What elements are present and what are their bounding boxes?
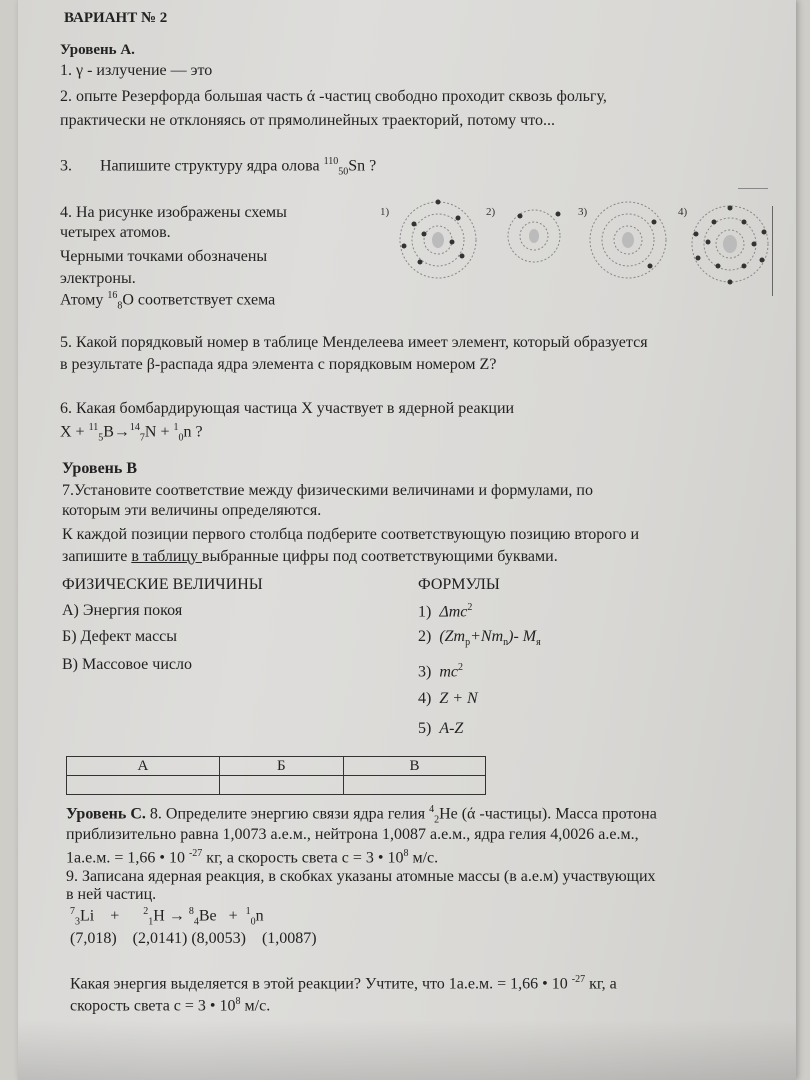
formula-2-mid: +Nm	[470, 628, 504, 645]
variant-header: ВАРИАНТ № 2	[64, 10, 168, 26]
atom-2-electrons	[518, 212, 561, 219]
question-8-line-1	[66, 804, 657, 826]
question-8-line-3-b: кг, а скорость света с = 3 • 10	[202, 849, 404, 867]
formula-3-number: 3)	[418, 663, 432, 681]
question-9-atomic-masses: (7,018) (2,0141) (8,0053) (1,0087)	[70, 930, 317, 947]
question-9-line-3-a: Какая энергия выделяется в этой реакции? Учтите, что 1а.е.м. = 1,66 • 10	[70, 975, 572, 993]
formula-4	[418, 690, 478, 708]
question-5-line-1: 5. Какой порядковый номер в таблице Менделеева имеет элемент, который образуется	[60, 334, 648, 351]
answer-header-a: А	[67, 757, 220, 776]
formula-2-sub-ya: я	[536, 637, 541, 649]
question-9-exponent-1: -27	[571, 974, 586, 985]
boron-charge: 5	[98, 432, 104, 444]
atom-3-label: 3)	[578, 206, 588, 218]
answer-table	[66, 756, 486, 795]
question-5-line-2: в результате β-распада ядра элемента с порядковым номером Z?	[60, 356, 497, 373]
formula-4-main: Z + N	[439, 690, 478, 707]
question-8-line-3-c: м/с.	[408, 849, 439, 867]
question-4-line-4: электроны.	[60, 270, 136, 287]
reaction-arrow: →	[113, 423, 130, 441]
question-9-exponent-2: 8	[235, 996, 241, 1007]
formula-5-number: 5)	[418, 720, 432, 737]
reaction-x: X +	[60, 423, 89, 441]
question-7-line-3: К каждой позиции первого столбца подберите соответствующую позицию второго и	[62, 526, 640, 543]
neutron-charge: 0	[178, 432, 184, 444]
question-2-line-2: практически не отклоняясь от прямолинейных траекторий, потому что...	[60, 112, 555, 129]
atom-diagrams	[378, 196, 778, 292]
question-4-line-5	[60, 290, 275, 312]
answer-header-c: В	[343, 757, 485, 776]
boron-symbol: B	[103, 423, 114, 441]
question-8-exponent-1: -27	[188, 848, 203, 859]
reaction-tail: ?	[191, 423, 203, 441]
question-7-line-2: которым эти величины определяются.	[62, 502, 322, 519]
helium-mass: 4	[429, 804, 435, 815]
neutron-9-mass: 1	[245, 906, 251, 917]
beryllium-mass: 8	[188, 906, 194, 917]
level-b-heading: Уровень В	[62, 460, 138, 477]
nitrogen-mass: 14	[129, 422, 140, 433]
divider-line	[738, 188, 768, 189]
question-3-number: 3.	[60, 157, 72, 175]
question-7-line-4-post: выбранные цифры под соответствующими буквами.	[202, 548, 558, 565]
answer-cell-a[interactable]	[67, 776, 220, 795]
neutron-symbol: n	[183, 423, 192, 441]
question-3-tail: ?	[365, 157, 377, 175]
formula-2-main: (Zm	[439, 628, 466, 645]
atom-3-electrons	[648, 220, 657, 269]
reaction-9-plus-1: +	[94, 907, 144, 925]
page-shadow	[18, 1020, 796, 1080]
deuterium-mass: 2	[143, 906, 149, 917]
question-9-line-4-b: м/с.	[240, 997, 271, 1015]
atom-4-label: 4)	[678, 206, 688, 218]
lithium-symbol: Li	[80, 907, 95, 925]
question-7-line-4-underlined: в таблицу	[131, 548, 203, 565]
formula-2-sub-p: p	[465, 637, 471, 649]
question-6-reaction	[60, 422, 203, 444]
question-4-line-5-pre: Атому	[60, 291, 108, 309]
level-a-heading: Уровень А.	[60, 42, 135, 58]
question-4-line-2: четырех атомов.	[60, 224, 171, 241]
formula-1	[418, 602, 472, 621]
formula-2-end: )- M	[508, 628, 537, 645]
atom-4-nucleus	[723, 235, 737, 253]
question-9-line-3	[70, 974, 617, 993]
formula-2-sub-n: n	[503, 637, 509, 649]
question-8-line-3	[66, 848, 438, 867]
boron-mass: 11	[88, 422, 99, 433]
reaction-9-arrow: →	[164, 907, 189, 925]
nitrogen-charge: 7	[139, 432, 145, 444]
quantity-c: В) Массовое число	[62, 656, 192, 673]
reaction-9-plus-2: +	[216, 907, 246, 925]
question-4-line-1: 4. На рисунке изображены схемы	[60, 204, 287, 221]
formula-5	[418, 720, 463, 738]
question-9-line-2: в ней частиц.	[66, 886, 157, 903]
formula-1-main: Δmc	[439, 603, 468, 621]
quantity-b: Б) Дефект массы	[62, 628, 178, 645]
oxygen-charge-number: 8	[117, 300, 123, 312]
atom-2-label: 2)	[486, 206, 496, 218]
answer-table-answer-row	[67, 776, 486, 795]
reaction-plus: +	[156, 423, 174, 441]
worksheet-page	[18, 0, 796, 1080]
helium-symbol: He	[439, 805, 458, 823]
helium-charge: 2	[434, 814, 440, 826]
deuterium-symbol: H	[153, 907, 165, 925]
answer-cell-c[interactable]	[343, 776, 485, 795]
beryllium-charge: 4	[193, 916, 199, 928]
quantities-column-heading: ФИЗИЧЕСКИЕ ВЕЛИЧИНЫ	[62, 576, 263, 593]
question-2-line-1: 2. опыте Резерфорда большая часть ά -частиц свободно проходит сквозь фольгу,	[60, 88, 607, 105]
question-8-exponent-2: 8	[403, 848, 409, 859]
question-7-line-4-pre: запишите	[62, 548, 132, 565]
question-4-line-3: Черными точками обозначены	[60, 248, 268, 265]
question-4-line-5-post: соответствует схема	[133, 291, 276, 309]
answer-header-b: Б	[219, 757, 343, 776]
tin-symbol: Sn	[348, 157, 366, 175]
question-8-text: 8. Определите энергию связи ядра гелия	[145, 805, 430, 823]
lithium-mass: 7	[70, 906, 75, 917]
neutron-9-symbol: n	[255, 907, 264, 925]
beryllium-symbol: Be	[198, 907, 217, 925]
question-9-line-4-a: скорость света с = 3 • 10	[70, 997, 236, 1015]
question-7-line-1: 7.Установите соответствие между физическими величинами и формулами, по	[62, 482, 593, 499]
deuterium-charge: 1	[148, 916, 154, 928]
atom-1-electrons	[402, 200, 465, 265]
formula-2	[418, 628, 541, 648]
oxygen-symbol: O	[122, 291, 134, 309]
answer-table-header-row	[67, 757, 486, 776]
question-7-line-4	[62, 548, 558, 566]
quantity-a: А) Энергия покоя	[62, 602, 183, 619]
level-c-heading: Уровень С.	[66, 805, 146, 823]
atom-2-nucleus	[529, 229, 539, 243]
formula-4-number: 4)	[418, 690, 432, 707]
formula-3-exponent: 2	[457, 662, 463, 673]
formula-3-main: mc	[439, 663, 458, 681]
formula-1-number: 1)	[418, 603, 432, 621]
atom-diagrams-svg	[378, 196, 778, 292]
question-9-reaction	[70, 906, 264, 928]
nitrogen-symbol: N	[144, 423, 157, 441]
formula-1-exponent: 2	[467, 602, 473, 613]
tin-mass-number: 110	[323, 156, 339, 167]
atom-1-nucleus	[432, 232, 444, 248]
tin-charge-number: 50	[338, 166, 349, 178]
lithium-charge: 3	[75, 916, 80, 928]
answer-cell-b[interactable]	[219, 776, 343, 795]
question-3	[60, 156, 376, 178]
formula-3	[418, 662, 463, 681]
question-8-line-2: приблизительно равна 1,0073 а.е.м., нейтрона 1,0087 а.е.м., ядра гелия 4,0026 а.е.м.,	[66, 826, 639, 843]
atom-1-label: 1)	[380, 206, 390, 218]
question-3-text: Напишите структуру ядра олова	[100, 157, 324, 175]
question-8-tail: (ά -частицы). Масса протона	[457, 805, 657, 823]
formula-5-main: A-Z	[439, 720, 464, 737]
question-9-line-4	[70, 996, 270, 1015]
question-9-line-1: 9. Записана ядерная реакция, в скобках указаны атомные массы (в а.е.м) участвующих	[66, 868, 656, 885]
question-1: 1. γ - излучение — это	[60, 62, 213, 79]
neutron-mass: 1	[173, 422, 179, 433]
question-6-line-1: 6. Какая бомбардирующая частица X участвует в ядерной реакции	[60, 400, 515, 417]
formula-2-number: 2)	[418, 628, 432, 645]
question-8-line-3-a: 1а.е.м. = 1,66 • 10	[66, 849, 189, 867]
oxygen-mass-number: 16	[107, 290, 118, 301]
atom-3-nucleus	[622, 232, 634, 248]
neutron-9-charge: 0	[250, 916, 256, 928]
question-9-line-3-b: кг, а	[585, 975, 617, 993]
formulas-column-heading: ФОРМУЛЫ	[418, 576, 500, 593]
